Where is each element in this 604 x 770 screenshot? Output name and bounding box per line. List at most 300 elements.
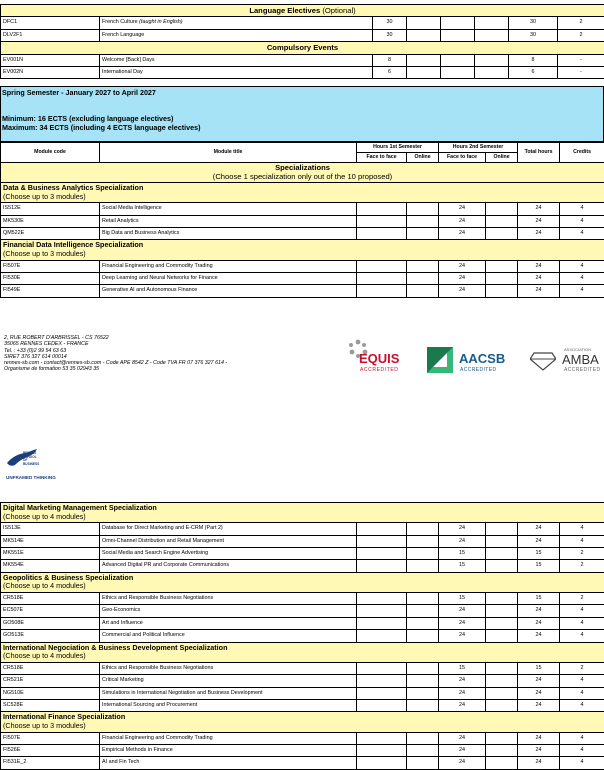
specializations-table-1 (0, 142, 604, 298)
credits: 2 (558, 17, 604, 29)
amba-badge (528, 346, 604, 378)
hours-s1-online (407, 687, 439, 699)
credits: 4 (560, 700, 604, 712)
hours-s1-online (407, 67, 441, 79)
module-title-text: Social Media Intelligence (102, 205, 162, 211)
table-row (1, 593, 604, 605)
table-row (1, 560, 604, 572)
module-title-text: Simulations in International Negotiation and Business Development (102, 690, 263, 696)
hours-s1-f2f (357, 228, 407, 240)
specialization-name: Geopolitics & Business Specialization (3, 574, 602, 583)
hours-s2-f2f: 24 (439, 700, 486, 712)
module-code: NG510E (1, 687, 100, 699)
module-code: CR518E (1, 662, 100, 674)
hours-s2-online (486, 273, 518, 285)
hours-s1-f2f (357, 745, 407, 757)
language-electives-title: Language Electives (249, 6, 320, 15)
hours-s2-f2f: 24 (439, 687, 486, 699)
hours-s2-online (486, 700, 518, 712)
specialization-header (1, 642, 604, 662)
footer-line: Tel. : +33 (0)2 99 54 63 63 (4, 348, 227, 354)
module-title (100, 273, 357, 285)
module-code: MK530E (1, 215, 100, 227)
total-hours: 24 (518, 535, 560, 547)
hours-s1-online (407, 273, 439, 285)
hours-s2-online (475, 54, 509, 66)
hours-s1-f2f (357, 700, 407, 712)
credits: 4 (560, 215, 604, 227)
hours-s1-online (407, 535, 439, 547)
module-title (100, 535, 357, 547)
hours-s2-f2f: 15 (439, 560, 486, 572)
hours-s2-f2f: 24 (439, 732, 486, 744)
credits: 4 (560, 273, 604, 285)
hours-s2-online (486, 732, 518, 744)
module-title (100, 593, 357, 605)
hours-s1-f2f (357, 273, 407, 285)
table-row (1, 215, 604, 227)
table-row (1, 675, 604, 687)
specialization-cell (1, 503, 604, 523)
total-hours: 24 (518, 700, 560, 712)
total-hours: 24 (518, 757, 560, 769)
table-row (1, 757, 604, 769)
specialization-header (1, 240, 604, 260)
credits: 4 (560, 260, 604, 272)
module-title (100, 630, 357, 642)
col-hours-s1: Hours 1st Semester (357, 143, 439, 153)
table-row (1, 228, 604, 240)
hours-s1-f2f (357, 593, 407, 605)
module-title-text: Omni-Channel Distribution and Retail Management (102, 538, 224, 544)
language-electives-optional: (Optional) (322, 6, 355, 15)
specialization-name: International Negociation & Business Development Specialization (3, 644, 602, 653)
module-title (100, 687, 357, 699)
hours-s2-f2f: 24 (439, 523, 486, 535)
specializations-title: Specializations (3, 164, 602, 173)
module-code: IS512E (1, 203, 100, 215)
hours-s1-online (407, 285, 439, 297)
table-row (1, 54, 604, 66)
hours-s2-f2f: 24 (439, 273, 486, 285)
credits: 2 (558, 29, 604, 41)
total-hours: 24 (518, 228, 560, 240)
col-module-title: Module title (100, 143, 357, 163)
hours-s2-f2f: 15 (439, 662, 486, 674)
hours-s2-online (475, 29, 509, 41)
credits: 4 (560, 675, 604, 687)
hours-s2-online (486, 560, 518, 572)
aacsb-badge (427, 347, 511, 379)
module-title (100, 228, 357, 240)
total-hours: 15 (518, 593, 560, 605)
hours-s1-online (407, 617, 439, 629)
language-electives-header (1, 5, 604, 17)
hours-s2-online (486, 617, 518, 629)
hours-s2-f2f (441, 29, 475, 41)
module-title (100, 260, 357, 272)
amba-top: ASSOCIATION (564, 347, 591, 352)
module-code: CR521E (1, 675, 100, 687)
amba-label: AMBA (562, 352, 599, 367)
specializations-header (1, 163, 604, 183)
module-title (100, 203, 357, 215)
module-code: CR518E (1, 593, 100, 605)
total-hours: 8 (509, 54, 558, 66)
hours-s1-online (407, 675, 439, 687)
module-code: FI549E (1, 285, 100, 297)
hours-s2-online (486, 675, 518, 687)
table-row (1, 617, 604, 629)
module-title (100, 17, 373, 29)
module-code: MK551E (1, 548, 100, 560)
specialization-name: Data & Business Analytics Specialization (3, 184, 602, 193)
module-title-text: Retail Analytics (102, 218, 139, 224)
spring-semester-banner (0, 86, 604, 142)
total-hours: 30 (509, 29, 558, 41)
hours-s1-online (407, 215, 439, 227)
module-code: EC507E (1, 605, 100, 617)
module-title (100, 548, 357, 560)
total-hours: 24 (518, 617, 560, 629)
hours-s1-online (407, 560, 439, 572)
total-hours: 24 (518, 745, 560, 757)
hours-s2-f2f: 24 (439, 605, 486, 617)
hours-s1-online (407, 732, 439, 744)
hours-s2-online (486, 662, 518, 674)
module-title (100, 605, 357, 617)
brand-line-3: OF (23, 459, 39, 463)
table-row (1, 662, 604, 674)
module-code: QM522E (1, 228, 100, 240)
module-code: FI526E (1, 745, 100, 757)
module-code: FI507E (1, 260, 100, 272)
hours-s1-online (407, 745, 439, 757)
table-row (1, 523, 604, 535)
specializations-block-1 (0, 142, 604, 298)
module-title (100, 560, 357, 572)
table-row (1, 285, 604, 297)
hours-s1-f2f (357, 662, 407, 674)
hours-s1-f2f (357, 215, 407, 227)
table-row (1, 732, 604, 744)
hours-s1-f2f (357, 757, 407, 769)
specialization-cell (1, 712, 604, 732)
credits: 4 (560, 687, 604, 699)
module-code: DFC1 (1, 17, 100, 29)
table-row (1, 203, 604, 215)
total-hours: 24 (518, 732, 560, 744)
credits: 2 (560, 662, 604, 674)
hours-s2-f2f: 24 (439, 675, 486, 687)
credits: 2 (560, 560, 604, 572)
hours-s1-online (407, 593, 439, 605)
brand-line-4: BUSINESS (23, 463, 39, 467)
hours-s2-f2f (441, 67, 475, 79)
col-f2f-s2: Face to face (439, 153, 486, 163)
hours-s2-online (486, 260, 518, 272)
credits: 4 (560, 228, 604, 240)
hours-s2-f2f: 24 (439, 745, 486, 757)
hours-s2-f2f: 15 (439, 593, 486, 605)
module-title-text: International Day (102, 69, 143, 75)
school-address-footer (4, 335, 227, 373)
module-code: FI531E_2 (1, 757, 100, 769)
hours-s1-f2f (357, 260, 407, 272)
module-title-text: Welcome [Back] Days (102, 57, 155, 63)
table-row (1, 17, 604, 29)
hours-s2-online (486, 535, 518, 547)
equis-label: EQUIS (359, 351, 399, 366)
module-title (100, 675, 357, 687)
hours-s1-f2f: 30 (373, 17, 407, 29)
hours-s2-online (486, 548, 518, 560)
credits: 4 (560, 605, 604, 617)
col-total-hours: Total hours (518, 143, 560, 163)
credits: 4 (560, 757, 604, 769)
hours-s2-f2f: 24 (439, 215, 486, 227)
table-row (1, 745, 604, 757)
hours-s2-f2f: 24 (439, 203, 486, 215)
table-row (1, 260, 604, 272)
language-events-block (0, 4, 604, 79)
hours-s2-online (486, 215, 518, 227)
footer-line: SIRET 376 327 614 00014 (4, 354, 227, 360)
hours-s1-f2f (357, 617, 407, 629)
col-online-s1: Online (407, 153, 439, 163)
specialization-header (1, 183, 604, 203)
hours-s1-online (407, 228, 439, 240)
hours-s2-f2f: 24 (439, 285, 486, 297)
module-code: EV002N (1, 67, 100, 79)
specialization-cell (1, 572, 604, 592)
hours-s1-f2f (357, 630, 407, 642)
total-hours: 30 (509, 17, 558, 29)
module-title (100, 617, 357, 629)
total-hours: 24 (518, 630, 560, 642)
hours-s2-f2f: 24 (439, 630, 486, 642)
aacsb-logo-icon (427, 347, 453, 373)
module-title-text: Big Data and Business Analytics (102, 230, 179, 236)
hours-s2-online (486, 745, 518, 757)
total-hours: 24 (518, 203, 560, 215)
specialization-header (1, 572, 604, 592)
credits: 4 (560, 285, 604, 297)
total-hours: 24 (518, 605, 560, 617)
compulsory-events-header (1, 42, 604, 54)
module-title (100, 285, 357, 297)
specializations-subtitle: (Choose 1 specialization only out of the 10 proposed) (3, 173, 602, 182)
table-row (1, 605, 604, 617)
credits: 2 (560, 548, 604, 560)
col-module-code: Module code (1, 143, 100, 163)
table-header-row-1 (1, 143, 604, 153)
module-title-text: Ethics and Responsible Business Negotiations (102, 665, 213, 671)
credits: - (558, 54, 604, 66)
hours-s1-online (407, 548, 439, 560)
module-title (100, 745, 357, 757)
table-row (1, 548, 604, 560)
table-row (1, 700, 604, 712)
module-code: GO513E (1, 630, 100, 642)
specialization-cell (1, 642, 604, 662)
total-hours: 24 (518, 285, 560, 297)
module-title-text: Financial Engineering and Commodity Trading (102, 735, 213, 741)
credits: 2 (560, 593, 604, 605)
module-title-text: Social Media and Search Engine Advertising (102, 550, 208, 556)
module-title (100, 215, 357, 227)
hours-s1-f2f: 8 (373, 54, 407, 66)
hours-s2-f2f (441, 54, 475, 66)
total-hours: 24 (518, 675, 560, 687)
module-code: EV001N (1, 54, 100, 66)
footer-line: Organisme de formation 53 35 02943 35 (4, 366, 227, 372)
module-title-text: Commercial and Political Influence (102, 632, 185, 638)
hours-s2-f2f: 24 (439, 535, 486, 547)
equis-badge (345, 338, 411, 378)
table-row (1, 29, 604, 41)
compulsory-events-title: Compulsory Events (1, 42, 604, 54)
credits: 4 (560, 745, 604, 757)
credits: 4 (560, 617, 604, 629)
table-row (1, 687, 604, 699)
hours-s1-online (407, 757, 439, 769)
total-hours: 24 (518, 687, 560, 699)
hours-s2-online (486, 203, 518, 215)
total-hours: 24 (518, 215, 560, 227)
footer-line: 2, RUE ROBERT D'ARBRISSEL - CS 76522 (4, 335, 227, 341)
hours-s2-online (475, 67, 509, 79)
hours-s2-online (486, 593, 518, 605)
specialization-cell (1, 183, 604, 203)
hours-s2-online (486, 285, 518, 297)
spring-maximum: Maximum: 34 ECTS (including 4 ECTS language electives) (2, 123, 201, 132)
credits: - (558, 67, 604, 79)
total-hours: 24 (518, 523, 560, 535)
aacsb-sub: ACCREDITED (460, 367, 497, 373)
hours-s1-f2f (357, 548, 407, 560)
module-title-text: Generative AI and Autonomous Finance (102, 287, 197, 293)
module-title-text: French Culture (102, 19, 138, 25)
module-code: MK554E (1, 560, 100, 572)
specialization-choose: (Choose up to 4 modules) (3, 513, 602, 522)
hours-s1-online (407, 523, 439, 535)
aacsb-label: AACSB (459, 351, 505, 366)
hours-s1-online (407, 29, 441, 41)
module-title (100, 67, 373, 79)
module-title (100, 54, 373, 66)
hours-s1-online (407, 17, 441, 29)
hours-s2-f2f: 24 (439, 617, 486, 629)
hours-s1-online (407, 260, 439, 272)
module-title-text: AI and Fin Tech (102, 759, 139, 765)
specialization-cell (1, 240, 604, 260)
hours-s1-online (407, 662, 439, 674)
hours-s1-f2f (357, 535, 407, 547)
hours-s1-online (407, 203, 439, 215)
hours-s2-f2f: 15 (439, 548, 486, 560)
module-title-text: Financial Engineering and Commodity Trading (102, 263, 213, 269)
specialization-name: Digital Marketing Management Specialization (3, 504, 602, 513)
spring-minimum: Minimum: 16 ECTS (excluding language electives) (2, 114, 173, 123)
amba-sub: ACCREDITED (564, 367, 601, 373)
col-hours-s2: Hours 2nd Semester (439, 143, 518, 153)
hours-s2-f2f: 24 (439, 228, 486, 240)
module-title (100, 662, 357, 674)
module-title-text: International Sourcing and Procurement (102, 702, 197, 708)
col-f2f-s1: Face to face (357, 153, 407, 163)
hours-s2-online (486, 523, 518, 535)
table-row (1, 630, 604, 642)
hours-s2-f2f: 24 (439, 260, 486, 272)
hours-s2-online (486, 228, 518, 240)
specialization-choose: (Choose up to 3 modules) (3, 193, 602, 202)
module-title-text: Art and Influence (102, 620, 143, 626)
module-title-text: French Language (102, 32, 144, 38)
hours-s1-f2f: 6 (373, 67, 407, 79)
module-code: GO508E (1, 617, 100, 629)
hours-s2-f2f (441, 17, 475, 29)
module-title (100, 732, 357, 744)
specialization-name: Financial Data Intelligence Specialization (3, 241, 602, 250)
hours-s1-f2f (357, 560, 407, 572)
hours-s1-f2f (357, 285, 407, 297)
col-online-s2: Online (486, 153, 518, 163)
hours-s2-online (486, 757, 518, 769)
module-title-text: Deep Learning and Neural Networks for Finance (102, 275, 218, 281)
hours-s1-online (407, 700, 439, 712)
specialization-header (1, 503, 604, 523)
module-title-text: Advanced Digital PR and Corporate Communications (102, 562, 229, 568)
module-code: MK514E (1, 535, 100, 547)
specialization-header (1, 712, 604, 732)
footer-line: rennes-sb.com - contact@rennes-sb.com - Code APE 8542 Z - Code TVA FR 07 376 327 614 - (4, 360, 227, 366)
module-title-note: (taught in English) (139, 19, 182, 25)
equis-sub: ACCREDITED (360, 367, 399, 373)
table-row (1, 67, 604, 79)
credits: 4 (560, 203, 604, 215)
specialization-choose: (Choose up to 3 modules) (3, 722, 602, 731)
total-hours: 24 (518, 273, 560, 285)
brand-tagline: UNFRAMED THINKING (6, 475, 56, 480)
credits: 4 (560, 523, 604, 535)
specializations-table-2 (0, 502, 604, 770)
hours-s2-f2f: 24 (439, 757, 486, 769)
specialization-choose: (Choose up to 4 modules) (3, 582, 602, 591)
module-title (100, 700, 357, 712)
specializations-block-2 (0, 502, 604, 770)
module-title-text: Geo-Economics (102, 607, 140, 613)
module-code: DLV2F1 (1, 29, 100, 41)
module-title (100, 757, 357, 769)
module-title (100, 523, 357, 535)
module-title-text: Critical Marketing (102, 677, 144, 683)
table-row (1, 535, 604, 547)
hours-s1-f2f (357, 523, 407, 535)
total-hours: 15 (518, 548, 560, 560)
module-code: FI507E (1, 732, 100, 744)
hours-s2-online (475, 17, 509, 29)
credits: 4 (560, 535, 604, 547)
hours-s1-f2f (357, 203, 407, 215)
table-row (1, 273, 604, 285)
hours-s2-online (486, 630, 518, 642)
total-hours: 15 (518, 560, 560, 572)
hours-s1-online (407, 605, 439, 617)
module-code: SC528E (1, 700, 100, 712)
hours-s1-f2f (357, 687, 407, 699)
module-title-text: Empirical Methods in Finance (102, 747, 173, 753)
